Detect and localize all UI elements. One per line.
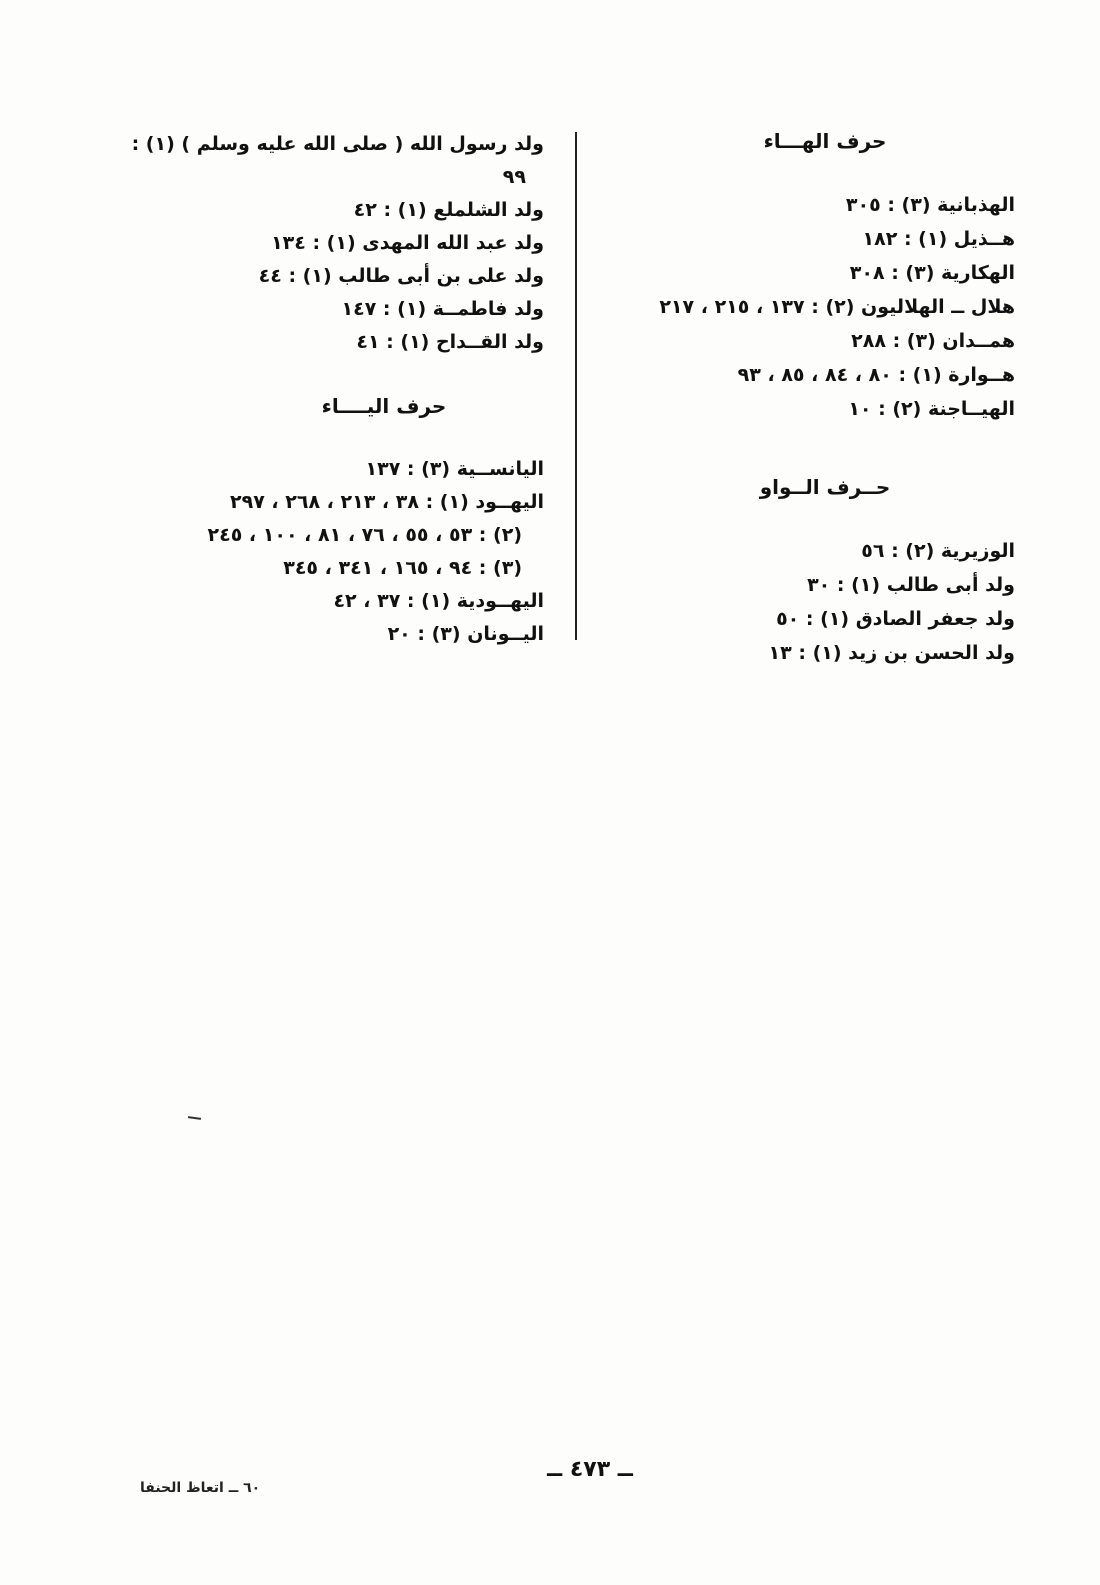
index-entry: هــوارة (١) : ٨٠ ، ٨٤ ، ٨٥ ، ٩٣ (737, 364, 1015, 386)
index-entry: هلال ــ الهلاليون (٢) : ١٣٧ ، ٢١٥ ، ٢١٧ (659, 296, 1015, 318)
footer-signature: ٦٠ ــ اتعاظ الحنفا (140, 1480, 261, 1496)
index-entry: همــدان (٣) : ٢٨٨ (851, 330, 1015, 352)
stray-ink-mark (188, 1116, 201, 1120)
index-entry: اليهــودية (١) : ٣٧ ، ٤٢ (333, 590, 544, 612)
page-number: ــ ٤٧٣ ــ (547, 1457, 633, 1482)
column-divider (575, 132, 577, 640)
index-entry: ولد الحسن بن زيد (١) : ١٣ (768, 642, 1015, 664)
index-entry: الهيــاجنة (٢) : ١٠ (848, 398, 1015, 420)
index-entry: ولد الشلملع (١) : ٤٢ (353, 199, 544, 221)
index-entry: الهكارية (٣) : ٣٠٨ (849, 262, 1015, 284)
index-entry: ولد أبى طالب (١) : ٣٠ (807, 574, 1015, 596)
index-entry: ولد عبد الله المهدى (١) : ١٣٤ (271, 232, 544, 254)
index-entry: ولد القــداح (١) : ٤١ (356, 331, 544, 353)
index-entry: اليــونان (٣) : ٢٠ (387, 623, 544, 645)
index-entry: الوزيرية (٢) : ٥٦ (861, 540, 1015, 562)
right-column (595, 120, 1015, 670)
index-entry: ولد جعفر الصادق (١) : ٥٠ (776, 608, 1015, 630)
index-entry-sub: (٢) : ٥٣ ، ٥٥ ، ٧٦ ، ٨١ ، ١٠٠ ، ٢٤٥ (207, 524, 522, 546)
index-entry: ولد على بن أبى طالب (١) : ٤٤ (258, 265, 544, 287)
index-entry: اليهــود (١) : ٣٨ ، ٢١٣ ، ٢٦٨ ، ٢٩٧ (230, 491, 544, 513)
index-entry: ولد رسول الله ( صلى الله عليه وسلم ) (١) : (131, 133, 544, 155)
index-entry: ولد فاطمــة (١) : ١٤٧ (341, 298, 544, 320)
section-heading-waw: حــرف الــواو (759, 475, 891, 499)
index-entry: اليانســية (٣) : ١٣٧ (365, 458, 544, 480)
index-entry: الهذبانية (٣) : ٣٠٥ (845, 194, 1015, 216)
index-entry-sub: (٣) : ٩٤ ، ١٦٥ ، ٣٤١ ، ٣٤٥ (283, 557, 522, 579)
section-heading-ha: حرف الهـــاء (763, 129, 887, 153)
index-entry-continuation: ٩٩ (502, 166, 526, 188)
section-heading-ya: حرف اليــــاء (321, 394, 447, 418)
left-column (84, 128, 544, 651)
index-entry: هــذيل (١) : ١٨٢ (862, 228, 1015, 250)
